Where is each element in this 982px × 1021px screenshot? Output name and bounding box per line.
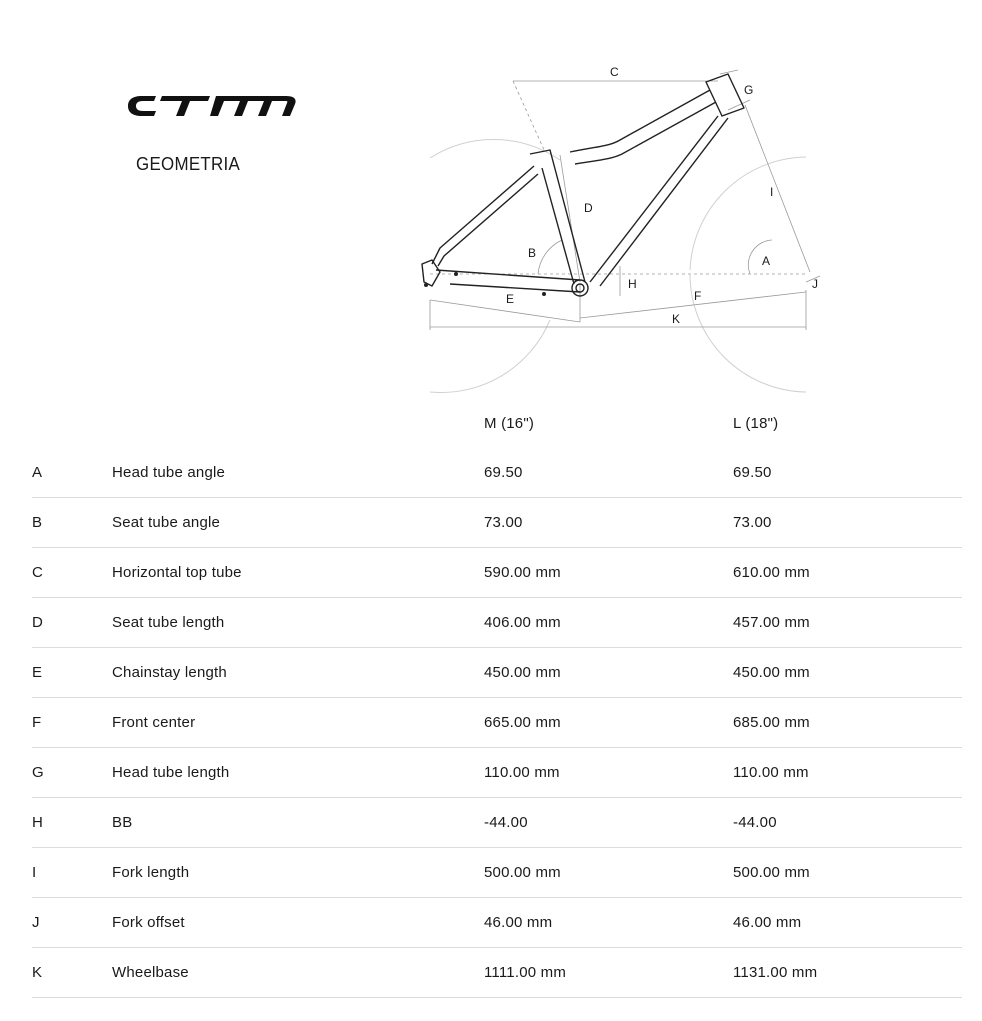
row-code: A (32, 448, 112, 498)
row-value-m: 110.00 mm (484, 748, 733, 798)
column-header-code (32, 398, 112, 448)
row-code: K (32, 948, 112, 998)
front-wheel (690, 157, 806, 392)
table-row (32, 598, 962, 648)
label-d: D (584, 201, 593, 215)
row-code: B (32, 498, 112, 548)
row-code: E (32, 648, 112, 698)
row-value-m: 450.00 mm (484, 648, 733, 698)
bike-frame (422, 74, 744, 296)
row-name: BB (112, 798, 484, 848)
row-name: Head tube length (112, 748, 484, 798)
table-row (32, 498, 962, 548)
table-row (32, 898, 962, 948)
row-name: Head tube angle (112, 448, 484, 498)
label-f: F (694, 289, 702, 303)
column-header-size-l: L (18") (733, 414, 779, 432)
table-header-row (32, 398, 962, 448)
label-c: C (610, 65, 619, 79)
label-i: I (770, 185, 774, 199)
row-code: J (32, 898, 112, 948)
row-code: F (32, 698, 112, 748)
label-b: B (528, 246, 537, 260)
row-code: I (32, 848, 112, 898)
row-value-m: 73.00 (484, 498, 733, 548)
page-subtitle: GEOMETRIA (136, 154, 241, 174)
label-a: A (762, 254, 771, 268)
label-k: K (672, 312, 681, 326)
label-e: E (506, 292, 515, 306)
row-code: H (32, 798, 112, 848)
label-j: J (812, 277, 818, 291)
rear-wheel (430, 139, 560, 392)
bike-geometry-diagram (410, 60, 830, 400)
row-value-l: 46.00 mm (733, 898, 962, 948)
row-value-l: 110.00 mm (733, 748, 962, 798)
row-value-m: 665.00 mm (484, 698, 733, 748)
row-value-l: 610.00 mm (733, 548, 962, 598)
row-name: Horizontal top tube (112, 548, 484, 598)
row-value-m: 406.00 mm (484, 598, 733, 648)
row-value-l: 500.00 mm (733, 848, 962, 898)
row-code: C (32, 548, 112, 598)
row-name: Seat tube length (112, 598, 484, 648)
label-g: G (744, 83, 754, 97)
table-row (32, 698, 962, 748)
row-value-l: -44.00 (733, 798, 962, 848)
row-value-l: 69.50 (733, 448, 962, 498)
row-value-m: 46.00 mm (484, 898, 733, 948)
row-name: Wheelbase (112, 948, 484, 998)
ctm-logo (126, 94, 298, 118)
row-value-l: 457.00 mm (733, 598, 962, 648)
row-name: Chainstay length (112, 648, 484, 698)
table-row (32, 748, 962, 798)
table-row (32, 948, 962, 998)
table-row (32, 448, 962, 498)
table-row (32, 648, 962, 698)
table-row (32, 548, 962, 598)
row-value-m: 69.50 (484, 448, 733, 498)
table-row (32, 798, 962, 848)
row-name: Fork length (112, 848, 484, 898)
row-value-l: 450.00 mm (733, 648, 962, 698)
row-code: G (32, 748, 112, 798)
row-value-m: 500.00 mm (484, 848, 733, 898)
label-h: H (628, 277, 637, 291)
row-value-l: 685.00 mm (733, 698, 962, 748)
column-header-name (112, 398, 484, 448)
table-row (32, 848, 962, 898)
row-name: Front center (112, 698, 484, 748)
column-header-size-m: M (16") (484, 414, 535, 432)
row-value-m: 1111.00 mm (484, 948, 733, 998)
row-value-l: 73.00 (733, 498, 962, 548)
row-value-m: -44.00 (484, 798, 733, 848)
row-code: D (32, 598, 112, 648)
geometry-table (32, 398, 962, 998)
row-value-l: 1131.00 mm (733, 948, 962, 998)
row-name: Fork offset (112, 898, 484, 948)
row-name: Seat tube angle (112, 498, 484, 548)
row-value-m: 590.00 mm (484, 548, 733, 598)
